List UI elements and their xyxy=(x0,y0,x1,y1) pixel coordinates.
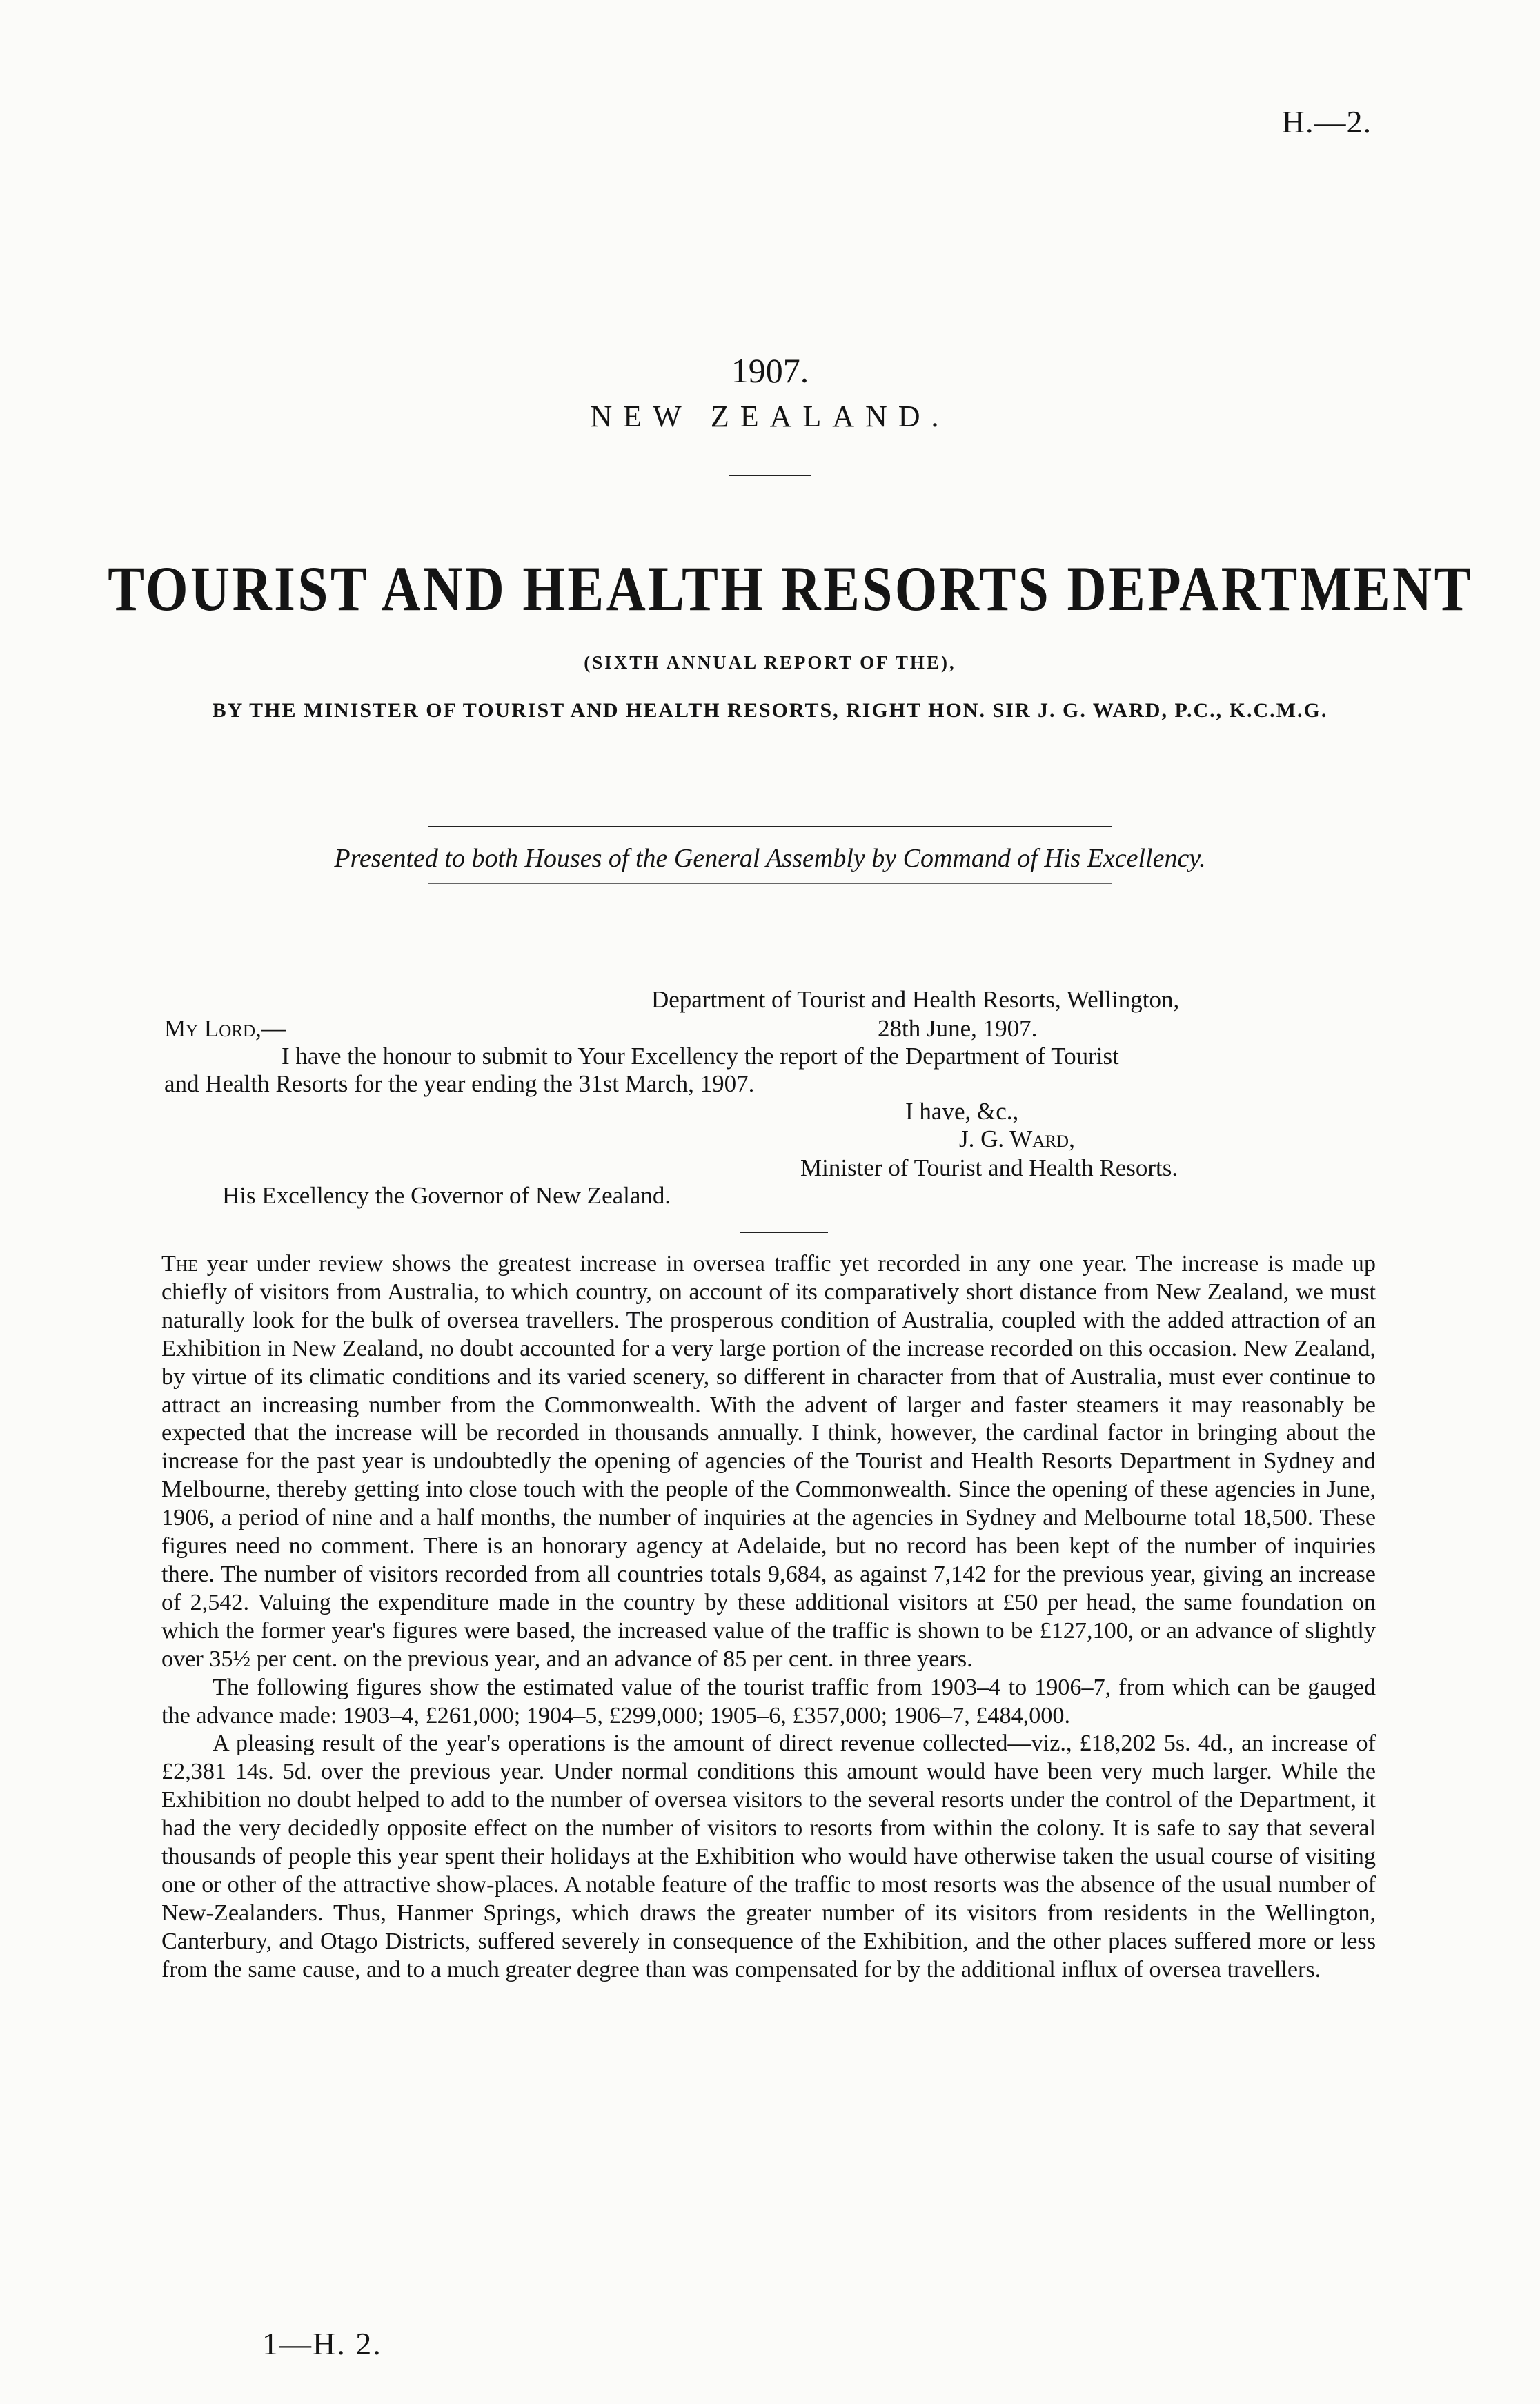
report-paragraph-3: A pleasing result of the year's operations is the amount of direct revenue collected—viz., £18,202 5s. 4d., an increase of £2,381 14s. 5d. over the previous year. Under normal conditions this amount would have been very much larger. While the Exhibition no doubt helped to add to the number of oversea visitors to the several resorts under the control of the Department, it had the very decidedly opposite effect on the number of visitors to resorts from within the colony. It is safe to say that several thousands of people this year spent their holidays at the Exhibition who would have otherwise taken the usual course of visiting one or other of the attractive show-places. A notable feature of the traffic to most resorts was the absence of the usual number of New-Zealanders. Thus, Hanmer Springs, which draws the greater number of its visitors from residents in the Wellington, Canterbury, and Otago Districts, suffered severely in consequence of the Exhibition, and the other places suffered more or less from the same cause, and to a much greater degree than was compensated for by the additional influx of oversea travellers. xyxy=(161,1731,1376,1982)
report-paragraph-1 xyxy=(161,1250,1376,1674)
letter-body-line-1: I have the honour to submit to Your Excellency the report of the Department of Tourist xyxy=(282,1043,1119,1070)
letter-salutation: My Lord,— xyxy=(164,1015,286,1042)
ministerial-byline: BY THE MINISTER OF TOURIST AND HEALTH RESORTS, RIGHT HON. SIR J. G. WARD, P.C., K.C.M.G. xyxy=(212,699,1328,722)
divider xyxy=(428,826,1112,827)
document-reference: H.—2. xyxy=(1281,104,1372,139)
report-body xyxy=(161,1250,1376,1984)
report-paragraph-2: The following figures show the estimated value of the tourist traffic from 1903–4 to 1906–7, from which can be gauged the advance made: 1903–4, £261,000; 1904–5, £299,000; 1905–6, £357,000; 1906–7, £484,000. xyxy=(161,1674,1376,1728)
page-title: TOURIST AND HEALTH RESORTS DEPARTMENT xyxy=(108,553,1473,624)
letter-date: 28th June, 1907. xyxy=(878,1015,1038,1042)
divider xyxy=(428,883,1112,884)
letter-addressee: His Excellency the Governor of New Zealand. xyxy=(222,1182,671,1209)
report-subtitle: (SIXTH ANNUAL REPORT OF THE), xyxy=(584,652,956,673)
letter-closing: I have, &c., xyxy=(905,1098,1019,1125)
presentation-note: Presented to both Houses of the General Assembly by Command of His Excellency. xyxy=(334,844,1206,873)
report-paragraph-1-text: year under review shows the greatest increase in oversea traffic yet recorded in any one year. The increase is made up chiefly of visitors from Australia, to which country, on account of its comparatively short distance from New Zealand, we must naturally look for the bulk of oversea travellers. The prosperous condition of Australia, coupled with the added attraction of an Exhibition in New Zealand, no doubt accounted for a very large portion of the increase recorded on this occasion. New Zealand, by virtue of its climatic conditions and its varied scenery, so different in character from that of Australia, must ever continue to attract an increasing number from the Commonwealth. With the advent of larger and faster steamers it may reasonably be expected that the increase will be recorded in thousands annually. I think, however, the cardinal factor in bringing about the increase for the past year is undoubtedly the opening of agencies of the Tourist and Health Resorts Department in Sydney and Melbourne, thereby getting into close touch with the people of the Commonwealth. Since the opening of these agencies in June, 1906, a period of nine and a half months, the number of inquiries at the agencies in Sydney and Melbourne total 18,500. These figures need no comment. There is an honorary agency at Adelaide, but no record has been kept of the number of inquiries there. The number of visitors recorded from all countries totals 9,684, as against 7,142 for the previous year, giving an increase of 2,542. Valuing the expenditure made in the country by these additional visitors at £50 per head, the same foundation on which the former year's figures were based, the increased value of the traffic is shown to be £127,100, or an advance of slightly over 35½ per cent. on the previous year, and an advance of 85 per cent. in three years. xyxy=(161,1251,1376,1672)
report-year: 1907. xyxy=(731,351,809,390)
report-lead-word: The xyxy=(161,1251,198,1277)
country-heading: NEW ZEALAND. xyxy=(590,400,950,433)
letter-body-line-2: and Health Resorts for the year ending the 31st March, 1907. xyxy=(164,1070,755,1097)
divider xyxy=(740,1232,828,1233)
letter-address: Department of Tourist and Health Resorts, Wellington, xyxy=(651,986,1180,1013)
divider xyxy=(729,475,811,476)
letter-signatory-title: Minister of Tourist and Health Resorts. xyxy=(800,1154,1178,1181)
signature-mark: 1—H. 2. xyxy=(262,2326,382,2361)
letter-signatory: J. G. Ward, xyxy=(959,1125,1075,1152)
